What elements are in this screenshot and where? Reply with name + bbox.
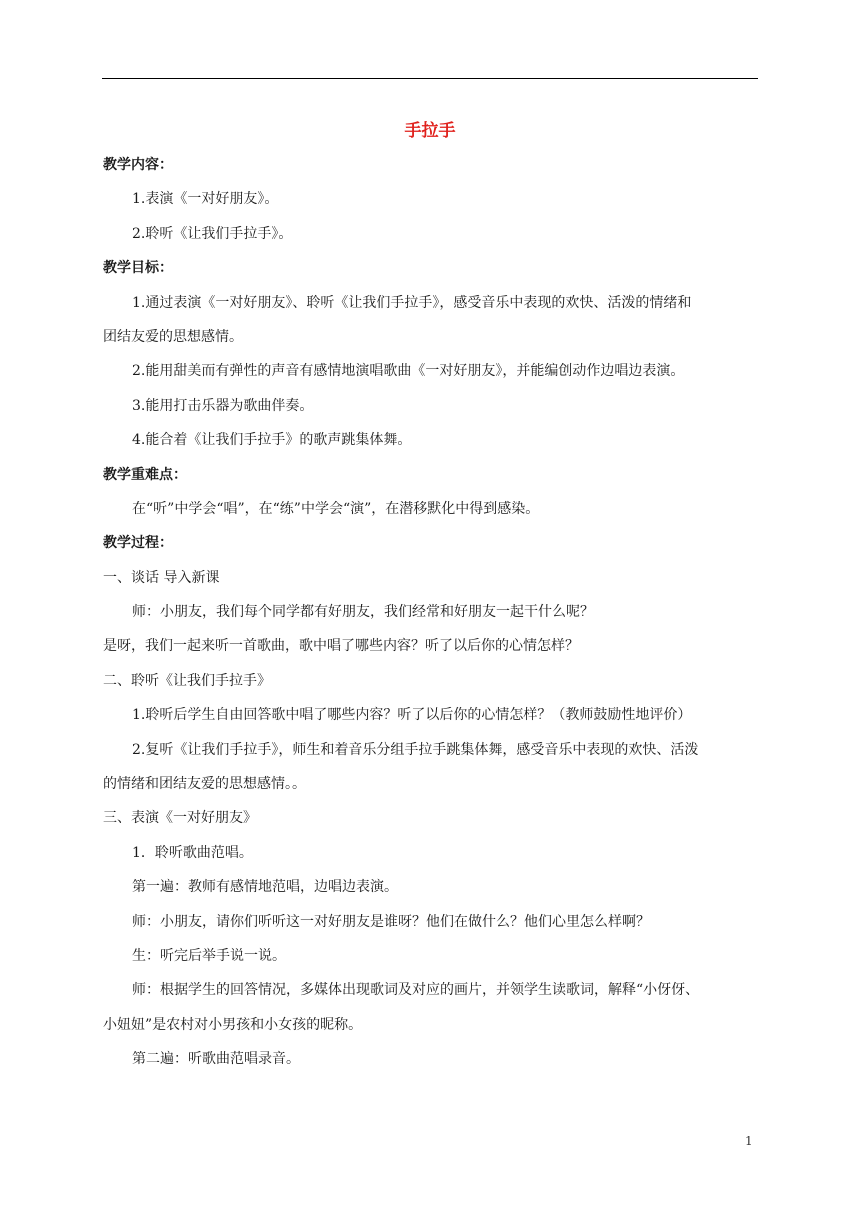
section-heading: 教学重难点： — [103, 466, 187, 483]
section-heading: 教学内容： — [103, 157, 173, 173]
body-line: 师：小朋友，我们每个同学都有好朋友，我们经常和好朋友一起干什么呢？ — [132, 604, 594, 621]
body-line: 2.聆听《让我们手拉手》。 — [132, 225, 293, 242]
body-line: 3.能用打击乐器为歌曲伴奏。 — [132, 397, 314, 414]
body-line: 师：小朋友，请你们听听这一对好朋友是谁呀？他们在做什么？他们心里怎么样啊？ — [132, 913, 650, 930]
body-line: 师：根据学生的回答情况，多媒体出现歌词及对应的画片，并领学生读歌词，解释“小伢伢、 — [132, 982, 700, 999]
body-line: 第一遍：教师有感情地范唱，边唱边表演。 — [132, 879, 398, 896]
body-line: 三、表演《一对好朋友》 — [103, 810, 257, 827]
body-line: 生：听完后举手说一说。 — [132, 947, 286, 964]
body-line: 1．聆听歌曲范唱。 — [132, 844, 253, 861]
document-body — [103, 148, 759, 1077]
body-line: 第二遍：听歌曲范唱录音。 — [132, 1051, 300, 1068]
body-line: 2.能用甜美而有弹性的声音有感情地演唱歌曲《一对好朋友》，并能编创动作边唱边表演。 — [132, 363, 685, 380]
page-number: 1 — [745, 1134, 753, 1148]
header-rule — [102, 78, 758, 79]
page-title: 手拉手 — [404, 121, 456, 141]
body-line: 1.通过表演《一对好朋友》、聆听《让我们手拉手》，感受音乐中表现的欢快、活泼的情绪和 — [132, 294, 692, 311]
section-heading: 教学目标： — [103, 260, 173, 277]
body-line: 小妞妞”是农村对小男孩和小女孩的昵称。 — [103, 1016, 363, 1033]
body-line: 是呀，我们一起来听一首歌曲，歌中唱了哪些内容？听了以后你的心情怎样？ — [103, 638, 579, 655]
body-line: 的情绪和团结友爱的思想感情。。 — [103, 776, 306, 793]
body-line: 二、聆听《让我们手拉手》 — [103, 672, 271, 689]
body-line: 在“听”中学会“唱”，在“练”中学会“演”，在潜移默化中得到感染。 — [132, 500, 540, 517]
body-line: 1.聆听后学生自由回答歌中唱了哪些内容？听了以后你的心情怎样？（教师鼓励性地评价） — [132, 707, 692, 724]
body-line: 1.表演《一对好朋友》。 — [132, 191, 279, 208]
body-line: 一、谈话 导入新课 — [103, 569, 220, 586]
section-heading: 教学过程： — [103, 535, 173, 552]
body-line: 团结友爱的思想感情。 — [103, 328, 243, 345]
body-line: 4.能合着《让我们手拉手》的歌声跳集体舞。 — [132, 432, 412, 449]
body-line: 2.复听《让我们手拉手》，师生和着音乐分组手拉手跳集体舞，感受音乐中表现的欢快、活泼 — [132, 741, 699, 758]
